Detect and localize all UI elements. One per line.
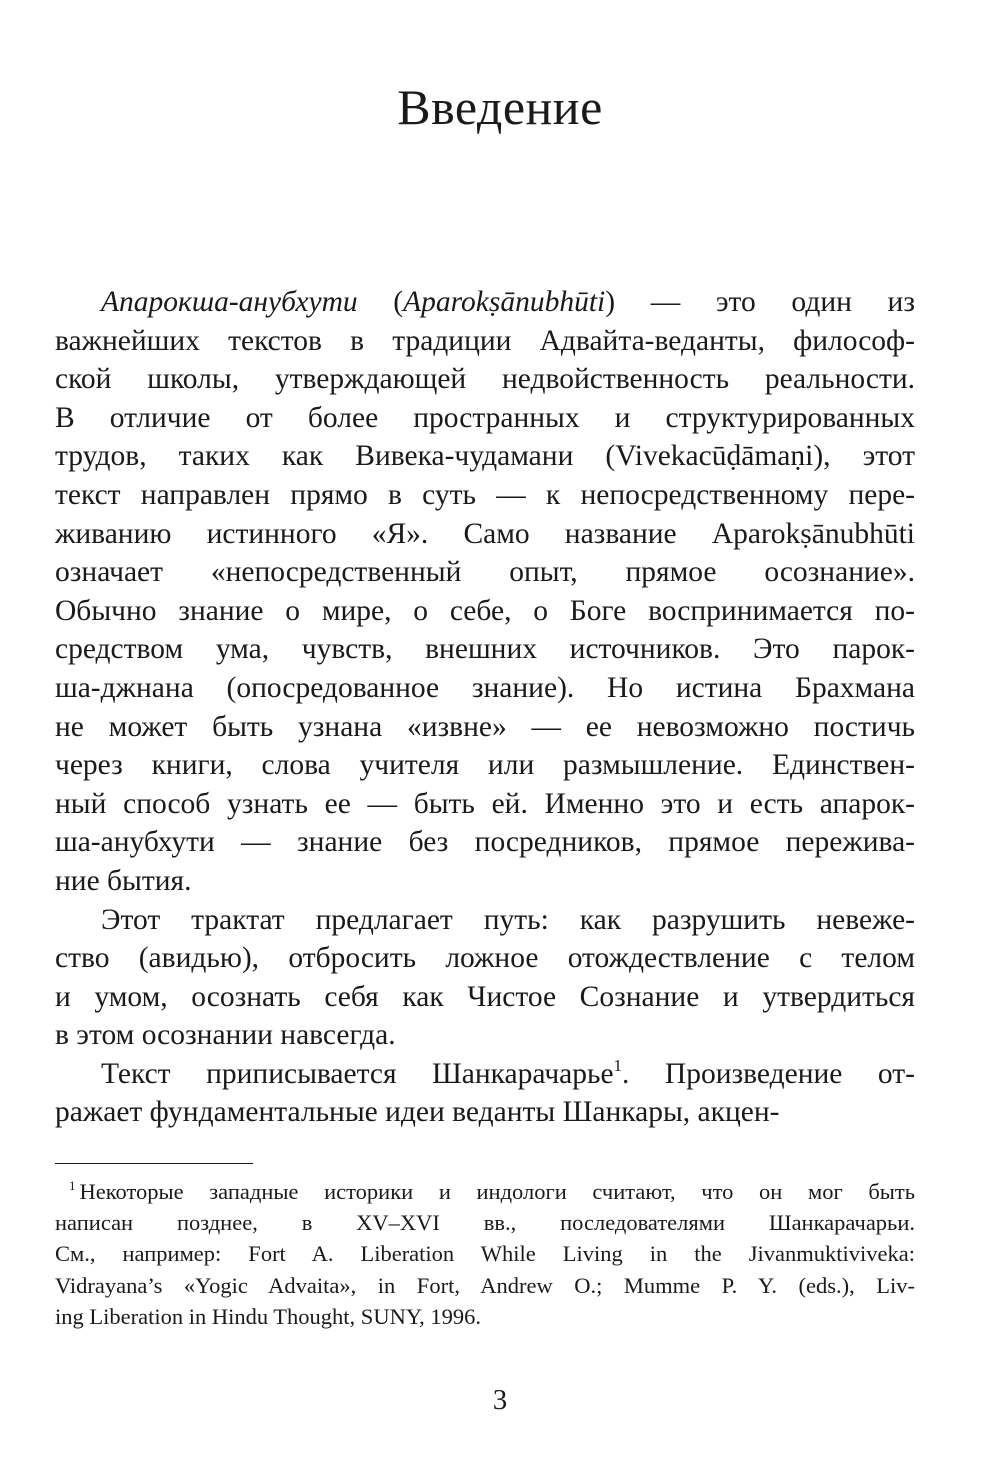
text-segment: . Произведение от-: [622, 1057, 915, 1090]
footnote-text: Vidrayana’s «Yogic Advaita», in Fort, Andrew O.; Mumme P. Y. (eds.), Liv-: [55, 1272, 915, 1298]
text-line: [55, 785, 915, 824]
text-segment: ство (авидью), отбросить ложное отождествление с телом: [55, 942, 915, 975]
text-line: [55, 862, 915, 901]
text-line: [55, 823, 915, 862]
text-line: [55, 1093, 915, 1132]
text-line: [55, 476, 915, 515]
text-line: [55, 939, 915, 978]
text-line: [55, 515, 915, 554]
paragraph: [55, 1055, 915, 1132]
footnote-text: Некоторые западные историки и индологи считают, что он мог быть: [79, 1179, 915, 1204]
text-segment: ша-анубхути — знание без посредников, прямое пережива-: [55, 826, 915, 859]
text-line: [55, 978, 915, 1017]
footnote: [55, 1176, 915, 1332]
page-number: 3: [492, 1384, 508, 1416]
footnote-reference: 1: [613, 1055, 623, 1075]
footnote-text: написан позднее, в XV–XVI вв., последователями Шанкарачарьи.: [55, 1210, 915, 1236]
text-segment: Апарокша-анубхути: [101, 286, 358, 318]
text-line: [55, 592, 915, 631]
text-line: [55, 901, 915, 940]
text-segment: ние бытия.: [55, 864, 192, 897]
text-line: [55, 708, 915, 747]
text-segment: трудов, таких как Вивека-чудамани (Vivekacūḍāmaṇi), этот: [55, 440, 915, 473]
footnote-text: См., например: Fort A. Liberation While Living in the Jivanmuktiviveka:: [55, 1241, 915, 1267]
text-segment: Aparokṣānubhūti: [403, 286, 606, 318]
main-text: [55, 283, 915, 1132]
paragraph: [55, 901, 915, 1055]
chapter-title: Введение: [397, 79, 603, 135]
footnote-line: [55, 1207, 915, 1238]
text-segment: Текст приписывается Шанкарачарье: [101, 1057, 614, 1090]
text-line: [55, 283, 915, 322]
text-segment: В отличие от более пространных и структурированных: [55, 401, 915, 434]
text-segment: ражает фундаментальные идеи веданты Шанкары, акцен-: [55, 1096, 780, 1129]
footnote-line: [55, 1301, 915, 1332]
footnote-marker: 1: [69, 1178, 76, 1193]
footnote-separator: [55, 1163, 253, 1164]
text-line: [55, 322, 915, 361]
footnote-line: [55, 1270, 915, 1301]
text-line: [55, 630, 915, 669]
footnote-text: ing Liberation in Hindu Thought, SUNY, 1996.: [55, 1303, 482, 1329]
text-line: [55, 399, 915, 438]
text-line: [55, 360, 915, 399]
text-segment: в этом осознании навсегда.: [55, 1019, 396, 1052]
text-segment: означает «непосредственный опыт, прямое осознание».: [55, 556, 915, 589]
text-segment: через книги, слова учителя или размышление. Единствен-: [55, 749, 915, 782]
footnote-line: [55, 1176, 915, 1207]
text-segment: важнейших текстов в традиции Адвайта-веданты, философ-: [55, 324, 915, 357]
text-segment: не может быть узнана «извне» — ее невозможно постичь: [55, 710, 915, 743]
text-segment: ) — это один из: [605, 286, 915, 318]
text-segment: Этот трактат предлагает путь: как разрушить невеже-: [101, 903, 915, 936]
text-segment: ской школы, утверждающей недвойственность реальности.: [55, 363, 915, 396]
text-segment: живанию истинного «Я». Само название Aparokṣānubhūti: [55, 517, 915, 550]
text-segment: Обычно знание о мире, о себе, о Боге воспринимается по-: [55, 594, 915, 627]
footnote-line: [55, 1238, 915, 1269]
text-line: [55, 669, 915, 708]
text-segment: ный способ узнать ее — быть ей. Именно это и есть апарок-: [55, 787, 915, 820]
text-segment: (: [357, 286, 404, 318]
text-line: [55, 1055, 915, 1094]
text-segment: и умом, осознать себя как Чистое Сознание и утвердиться: [55, 980, 915, 1013]
text-line: [55, 1016, 915, 1055]
text-line: [55, 553, 915, 592]
text-segment: ша-джнана (опосредованное знание). Но истина Брахмана: [55, 671, 915, 704]
text-segment: текст направлен прямо в суть — к непосредственному пере-: [55, 478, 915, 511]
text-line: [55, 437, 915, 476]
paragraph: [55, 283, 915, 901]
text-segment: средством ума, чувств, внешних источников. Это парок-: [55, 633, 915, 666]
text-line: [55, 746, 915, 785]
